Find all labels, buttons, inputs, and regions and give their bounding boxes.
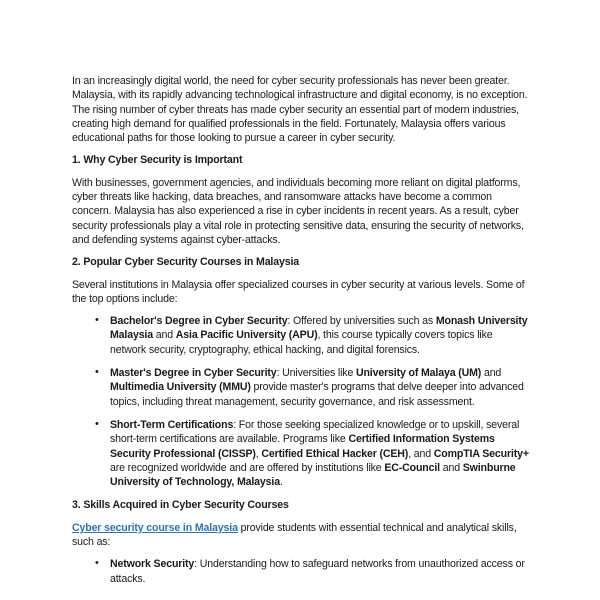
bullet-masters-degree <box>72 366 531 409</box>
text-run: Short-Term Certifications <box>110 418 234 431</box>
text-run: are recognized worldwide and are offered by institutions like <box>110 461 385 474</box>
text-run: Swinburne University of Technology, Malaysia <box>110 461 516 489</box>
text-run: Bachelor's Degree in Cyber Security <box>110 315 288 328</box>
text-run: 3. Skills Acquired in Cyber Security Courses <box>72 499 289 512</box>
text-run: Certified Information Systems Security Professional (CISSP) <box>110 433 495 460</box>
text-run: 1. Why Cyber Security is Important <box>72 154 243 167</box>
text-run: Several institutions in Malaysia offer specialized courses in cyber security at various levels. Some of the top options include: <box>72 278 525 305</box>
section-1-paragraph <box>72 176 531 247</box>
bullet-short-term-certifications <box>72 418 531 489</box>
text-run: : Universities like <box>276 367 356 380</box>
text-run: In an increasingly digital world, the need for cyber security professionals has never been greater. Malaysia, with its rapidly advancing technological infrastructure and digital economy, is no exception. The rising number of cyber threats has made cyber security an essential part of modern industries, creating high demand for qualified professionals in the field. Fortunately, Malaysia offers various educational paths for those looking to pursue a career in cyber security. <box>72 75 528 145</box>
section-3-heading <box>72 498 531 512</box>
text-run: , <box>255 447 262 460</box>
section-2-paragraph <box>72 278 531 307</box>
text-run: With businesses, government agencies, and individuals becoming more reliant on digital platforms, cyber threats like hacking, data breaches, and ransomware attacks have become a common concern. Malaysia has also experienced a rise in cyber incidents in recent years. As a result, cyber security professionals play a vital role in protecting sensitive data, ensuring the security of networks, and defending systems against cyber-attacks. <box>72 176 524 246</box>
text-run: provide students with essential technical and analytical skills, such as: <box>72 521 517 549</box>
text-run: EC-Council <box>384 461 440 474</box>
text-run: Monash University Malaysia <box>110 315 528 342</box>
text-run: and <box>481 367 502 380</box>
text-run: provide master's programs that delve deeper into advanced topics, including threat management, security governance, and risk assessment. <box>110 381 524 408</box>
text-run: and <box>152 329 176 342</box>
text-run: and <box>439 461 463 474</box>
document-body <box>72 74 531 595</box>
text-run: University of Malaya (UM) <box>355 367 482 380</box>
text-run: Master's Degree in Cyber Security <box>110 367 277 380</box>
text-run: Asia Pacific University (APU) <box>175 329 318 342</box>
section-1-heading <box>72 153 531 167</box>
bullet-network-security <box>72 557 531 586</box>
text-run: . <box>279 476 283 489</box>
section-3-paragraph <box>72 521 531 550</box>
text-run: , and <box>408 447 434 460</box>
text-run: CompTIA Security+ <box>433 447 529 460</box>
text-run: , this course typically covers topics like network security, cryptography, ethical hacking, and digital forensics. <box>110 329 493 356</box>
cyber-security-course-link[interactable]: Cyber security course in Malaysia <box>72 521 238 534</box>
intro-paragraph <box>72 74 531 145</box>
text-run: : Understanding how to safeguard networks from unauthorized access or attacks. <box>110 558 525 585</box>
text-run: : For those seeking specialized knowledge or to upskill, several short-term certifications are available. Programs like <box>110 418 520 446</box>
section-2-heading <box>72 255 531 269</box>
text-run: Network Security <box>110 558 195 571</box>
bullet-bachelors-degree <box>72 314 531 357</box>
text-run: Multimedia University (MMU) <box>110 381 251 394</box>
text-run: Certified Ethical Hacker (CEH) <box>261 447 409 460</box>
text-run: 2. Popular Cyber Security Courses in Malaysia <box>72 256 299 269</box>
text-run: : Offered by universities such as <box>287 315 436 328</box>
